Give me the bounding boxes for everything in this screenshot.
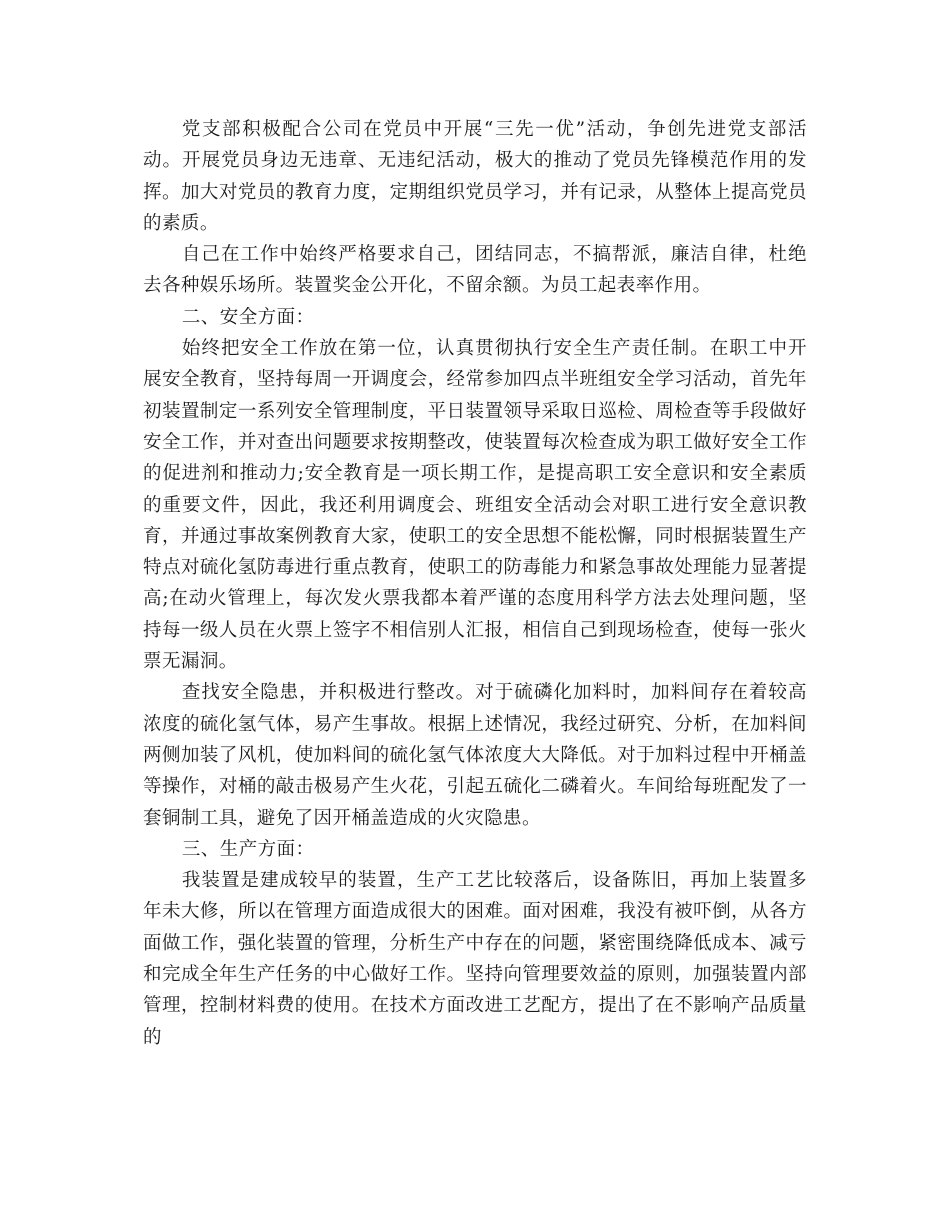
section-heading-production: 三、生产方面： [181, 838, 315, 860]
section-heading-safety: 二、安全方面： [181, 306, 315, 328]
paragraph-safety-work: 始终把安全工作放在第一位，认真贯彻执行安全生产责任制。在职工中开展安全教育，坚持每周一开调度会，经常参加四点半班组安全学习活动，首先年初装置制定一系列安全管理制度，平日装置领导采取日巡检、周检查等手段做好安全工作，并对查出问题要求按期整改，使装置每次检查成为职工做好安全工作的促进剂和推动力;安全教育是一项长期工作，是提高职工安全意识和安全素质的重要文件，因此，我还利用调度会、班组安全活动会对职工进行安全意识教育，并通过事故案例教育大家，使职工的安全思想不能松懈，同时根据装置生产特点对硫化氢防毒进行重点教育，使职工的防毒能力和紧急事故处理能力显著提高;在动火管理上，每次发火票我都本着严谨的态度用科学方法去处理问题，坚持每一级人员在火票上签字不相信别人汇报，相信自己到现场检查，使每一张火票无漏洞。 [143, 338, 807, 673]
paragraph-party-branch-activities: 党支部积极配合公司在党员中开展“三先一优”活动，争创先进党支部活动。开展党员身边无违章、无违纪活动，极大的推动了党员先锋模范作用的发挥。加大对党员的教育力度，定期组织党员学习，并有记录，从整体上提高党员的素质。 [143, 119, 807, 234]
paragraph-production-management: 我装置是建成较早的装置，生产工艺比较落后，设备陈旧，再加上装置多年未大修，所以在管理方面造成很大的困难。面对困难，我没有被吓倒，从各方面做工作，强化装置的管理，分析生产中存在的问题，紧密围绕降低成本、减亏和完成全年生产任务的中心做好工作。坚持向管理要效益的原则，加强装置内部管理，控制材料费的使用。在技术方面改进工艺配方，提出了在不影响产品质量的 [143, 870, 807, 1048]
paragraph-self-discipline: 自己在工作中始终严格要求自己，团结同志，不搞帮派，廉洁自律，杜绝去各种娱乐场所。装置奖金公开化，不留余额。为员工起表率作用。 [143, 244, 807, 297]
paragraph-hazard-rectification: 查找安全隐患，并积极进行整改。对于硫磷化加料时，加料间存在着较高浓度的硫化氢气体，易产生事故。根据上述情况，我经过研究、分析，在加料间两侧加装了风机，使加料间的硫化氢气体浓度大大降低。对于加料过程中开桶盖等操作，对桶的敲击极易产生火花，引起五硫化二磷着火。车间给每班配发了一套铜制工具，避免了因开桶盖造成的火灾隐患。 [143, 682, 807, 829]
document-body [143, 114, 807, 1053]
